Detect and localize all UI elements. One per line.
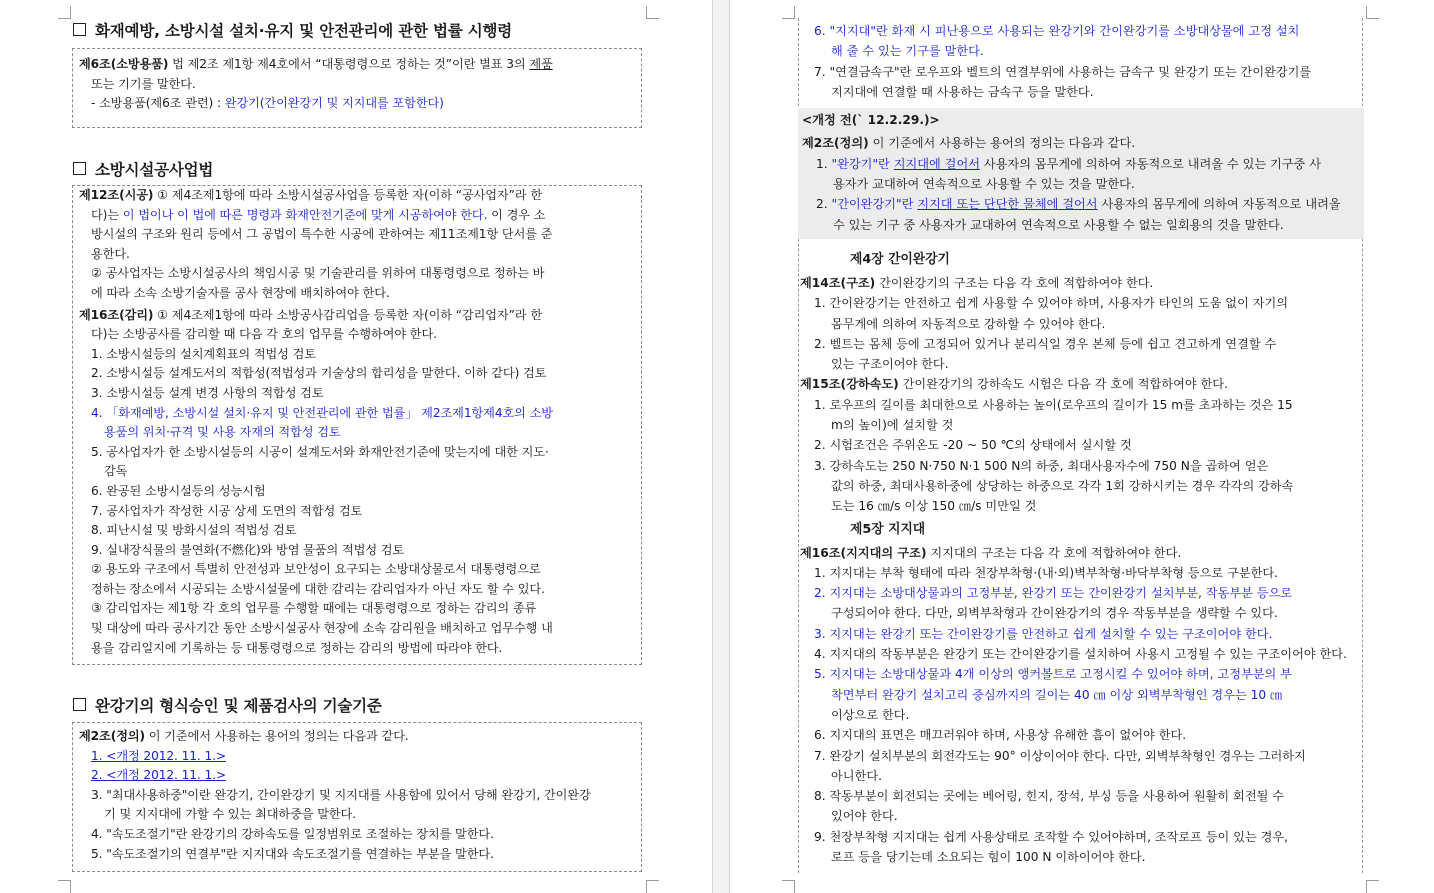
checkbox-square-icon bbox=[73, 162, 86, 175]
text-line: 1. "완강기"란 지지대에 걸어서 사용자의 몸무게에 의하여 자동적으로 내려올 수 있는 기구중 사 bbox=[816, 156, 1321, 171]
left-page bbox=[0, 0, 712, 893]
crop-mark bbox=[646, 6, 659, 19]
text-line: 2. 벨트는 몸체 등에 고정되어 있거나 분리식일 경우 본체 등에 쉽고 견고하게 연결할 수 bbox=[814, 336, 1277, 351]
article-box-fire-act bbox=[72, 48, 642, 128]
text-line: ② 용도와 구조에서 특별히 안전성과 보안성이 요구되는 소방대상물로서 대통령령으로 bbox=[91, 562, 541, 577]
text-line: 1. 간이완강기는 안전하고 쉽게 사용할 수 있어야 하며, 사용자가 타인의 도움 없이 자기의 bbox=[814, 296, 1289, 311]
text-line: 3. 소방시설등 설계 변경 사항의 적합성 검토 bbox=[91, 385, 324, 400]
text-line: 8. 작동부분이 회전되는 곳에는 베어링, 힌지, 장석, 부싱 등을 사용하여 원활히 회전될 수 bbox=[814, 789, 1285, 804]
amendment-link[interactable]: 1. <개정 2012. 11. 1.> bbox=[91, 748, 226, 763]
text-line: 용품의 위치·규격 및 사용 자재의 적합성 검토 bbox=[104, 425, 341, 440]
crop-mark bbox=[782, 6, 795, 19]
text-line: 6. 완공된 소방시설등의 성능시험 bbox=[91, 483, 266, 498]
text-line: 3. "최대사용하중"이란 완강기, 간이완강기 및 지지대를 사용함에 있어서 당해 완강기, 간이완강 bbox=[91, 787, 591, 802]
text-line: 5. 지지대는 소방대상물과 4개 이상의 앵커볼트로 고정시킬 수 있어야 하며, 고정부분의 부 bbox=[814, 667, 1292, 682]
text-line: 아니한다. bbox=[831, 768, 882, 783]
text-line: ③ 감리업자는 제1항 각 호의 업무를 수행할 때에는 대통령령으로 정하는 감리의 종류 bbox=[91, 601, 537, 616]
crop-mark bbox=[1366, 6, 1379, 19]
text-line: ② 공사업자는 소방시설공사의 책임시공 및 기술관리를 위하여 대통령령으로 정하는 바 bbox=[91, 266, 545, 281]
text-line: 3. 강하속도는 250 N·750 N·1 500 N의 하중, 최대사용자수에 750 N을 곱하여 얻은 bbox=[814, 458, 1269, 473]
amendment-link[interactable]: 2. <개정 2012. 11. 1.> bbox=[91, 768, 226, 783]
text-line: 8. 피난시설 및 방화시설의 적법성 검토 bbox=[91, 523, 297, 538]
text-line: 정하는 장소에서 시공되는 소방시설물에 대한 감리는 감리업자가 아닌 자도 할 수 있다. bbox=[91, 581, 545, 596]
text-line: 1. 지지대는 부착 형태에 따라 천장부착형·(내·외)벽부착형·바닥부착형 등으로 구분한다. bbox=[814, 565, 1279, 580]
text-line: 제2조(정의) 이 기준에서 사용하는 용어의 정의는 다음과 같다. bbox=[79, 729, 409, 743]
section-title-fire-act: 화재예방, 소방시설 설치·유지 및 안전관리에 관한 법률 시행령 bbox=[73, 19, 512, 41]
text-line: 다)는 소방공사를 감리할 때 다음 각 호의 업무를 수행하여야 한다. bbox=[91, 327, 437, 342]
text-line: 4. 지지대의 작동부분은 완강기 또는 간이완강기를 설치하여 사용시 고정될 수 있는 구조이어야 한다. bbox=[814, 647, 1347, 662]
text-line: 9. 천장부착형 지지대는 쉽게 사용상태로 조작할 수 있어야하며, 조작로프 등이 있는 경우, bbox=[814, 829, 1289, 844]
text-line: 2. 지지대는 소방대상물과의 고정부분, 완강기 또는 간이완강기 설치부분, 작동부분 등으로 bbox=[814, 586, 1293, 601]
text-line: 값의 하중, 최대사용하중에 상당하는 하중으로 각각 1회 강하시키는 경우 각각의 강하속 bbox=[831, 478, 1294, 493]
text-line: 로프 등을 당기는데 소요되는 힘이 100 N 이하이어야 한다. bbox=[831, 849, 1146, 864]
text-line: 3. 지지대는 완강기 또는 간이완강기를 안전하고 쉽게 설치할 수 있는 구조이어야 한다. bbox=[814, 626, 1273, 641]
text-line: 감독 bbox=[104, 464, 128, 479]
text-line: 5. "속도조절기의 연결부"란 지지대와 속도조절기를 연결하는 부분을 말한다. bbox=[91, 846, 494, 861]
chapter-heading: 제5장 지지대 bbox=[850, 521, 926, 537]
chapter-heading: 제4장 간이완강기 bbox=[850, 251, 950, 267]
page-gutter bbox=[712, 0, 730, 893]
text-line: 용을 감리일지에 기록하는 등 대통령령으로 정하는 감리의 방법에 따라야 한다. bbox=[91, 640, 503, 655]
right-column-content bbox=[800, 21, 1364, 867]
text-line: 6. 지지대의 표면은 매끄러워야 하며, 사용상 유해한 흠이 없어야 한다. bbox=[814, 728, 1187, 743]
text-line: 착면부터 완강기 설치고리 중심까지의 길이는 40 ㎝ 이상 외벽부착형인 경우는 10 ㎝ bbox=[831, 687, 1283, 702]
text-line: m의 높이)에 설치할 것 bbox=[831, 418, 954, 433]
checkbox-square-icon bbox=[73, 23, 86, 36]
text-line: 9. 실내장식물의 불연화(不燃化)와 방염 물품의 적법성 검토 bbox=[91, 542, 405, 557]
text-line: 방시설의 구조와 원리 등에서 그 공법이 특수한 시공에 관하여는 제11조제1항 단서를 준 bbox=[91, 227, 553, 242]
text-line: 2. 소방시설등 설계도서의 적합성(적법성과 기술상의 합리성을 말한다. 이하 같다) 검토 bbox=[91, 366, 547, 381]
text-line: <개정 전(` 12.2.29.)> bbox=[802, 113, 940, 128]
text-line: 수 있는 기구 중 사용자가 교대하여 연속적으로 사용할 수 없는 일회용의 것을 말한다. bbox=[833, 217, 1284, 232]
crop-mark bbox=[1366, 880, 1379, 893]
crop-mark bbox=[782, 880, 795, 893]
crop-mark bbox=[58, 880, 71, 893]
text-line: 2. 시험조건은 주위온도 -20 ~ 50 ℃의 상태에서 실시할 것 bbox=[814, 438, 1132, 453]
text-line: 도는 16 ㎝/s 이상 150 ㎝/s 미만일 것 bbox=[831, 499, 1037, 514]
crop-mark bbox=[646, 880, 659, 893]
text-line: 4. "속도조절기"란 완강기의 강하속도를 일정범위로 조절하는 장치를 말한다. bbox=[91, 826, 494, 841]
text-line: 7. "연결금속구"란 로우프와 벨트의 연결부위에 사용하는 금속구 및 완강기 또는 간이완강기를 bbox=[814, 64, 1312, 79]
text-line: 5. 공사업자가 한 소방시설등의 시공이 설계도서와 화재안전기준에 맞는지에 대한 지도· bbox=[91, 444, 549, 459]
text-line: 용자가 교대하여 연속적으로 사용할 수 있는 것을 말한다. bbox=[833, 177, 1135, 192]
text-line: 다)는 이 법이나 이 법에 따른 명령과 화재안전기준에 맞게 시공하여야 한다. 이 경우 소 bbox=[91, 207, 546, 222]
text-line: 제16조(감리) ① 제4조제1항에 따라 소방공사감리업을 등록한 자(이하 “감리업자”라 한 bbox=[79, 307, 542, 322]
text-line: 6. "지지대"란 화재 시 피난용으로 사용되는 완강기와 간이완강기를 소방대상물에 고정 설치 bbox=[814, 24, 1300, 38]
text-line: 제14조(구조) 간이완강기의 구조는 다음 각 호에 적합하여야 한다. bbox=[800, 275, 1154, 290]
text-line: 기 및 지지대에 가할 수 있는 최대하중을 말한다. bbox=[104, 807, 356, 822]
text-line: 7. 완강기 설치부분의 회전각도는 90° 이상이어야 한다. 다만, 외벽부착형인 경우는 그러하지 bbox=[814, 748, 1306, 763]
text-line: 4. 「화재예방, 소방시설 설치·유지 및 안전관리에 관한 법률」 제2조제1항제4호의 소방 bbox=[91, 405, 553, 420]
checkbox-square-icon bbox=[73, 698, 86, 711]
text-line: 구성되어야 한다. 다만, 외벽부착형과 간이완강기의 경우 작동부분을 생략할 수 있다. bbox=[831, 606, 1278, 621]
text-line: 제12조(시공) ① 제4조제1항에 따라 소방시설공사업을 등록한 자(이하 “공사업자”라 한 bbox=[79, 188, 542, 202]
text-line: 제15조(강하속도) 간이완강기의 강하속도 시험은 다음 각 호에 적합하여야 한다. bbox=[800, 377, 1228, 392]
text-line: 있는 구조이어야 한다. bbox=[831, 357, 949, 372]
right-page bbox=[730, 0, 1434, 893]
section-title-descender-standard: 완강기의 형식승인 및 제품검사의 기술기준 bbox=[73, 694, 382, 716]
text-line: 해 줄 수 있는 기구를 말한다. bbox=[831, 44, 984, 59]
text-line: 제2조(정의) 이 기준에서 사용하는 용어의 정의는 다음과 같다. bbox=[802, 136, 1136, 151]
article-box-descender-standard bbox=[72, 722, 642, 872]
section-title-construction-act: 소방시설공사업법 bbox=[73, 158, 213, 180]
previous-version-box bbox=[798, 108, 1364, 239]
text-line: 지지대에 연결할 때 사용하는 금속구 등을 말한다. bbox=[831, 84, 1094, 99]
text-line: 및 대상에 따라 공사기간 동안 소방시설공사 현장에 소속 감리원을 배치하고 업무수행 내 bbox=[91, 621, 553, 636]
text-line: 용한다. bbox=[91, 246, 130, 261]
text-line: 제6조(소방용품) 법 제2조 제1항 제4호에서 “대통령령으로 정하는 것”이란 별표 3의 제품 bbox=[79, 57, 553, 71]
crop-mark bbox=[58, 6, 71, 19]
text-line: 이상으로 한다. bbox=[831, 707, 910, 722]
text-line: 있어야 한다. bbox=[831, 809, 898, 824]
text-line: 1. 로우프의 길이를 최대한으로 사용하는 높이(로우프의 길이가 15 m를 초과하는 것은 15 bbox=[814, 397, 1293, 412]
text-line: 2. "간이완강기"란 지지대 또는 단단한 물체에 걸어서 사용자의 몸무게에 의하여 자동적으로 내려올 bbox=[816, 197, 1341, 212]
text-line: 1. 소방시설등의 설치계획표의 적법성 검토 bbox=[91, 346, 316, 361]
text-line: 또는 기기를 말한다. bbox=[91, 76, 196, 91]
text-line: 에 따라 소속 소방기술자를 공사 현장에 배치하여야 한다. bbox=[91, 285, 390, 300]
text-line: - 소방용품(제6조 관련) : 완강기(간이완강기 및 지지대를 포함한다) bbox=[91, 96, 444, 111]
text-line: 7. 공사업자가 작성한 시공 상세 도면의 적합성 검토 bbox=[91, 503, 363, 518]
text-line: 몸무게에 의하여 자동적으로 강하할 수 있어야 한다. bbox=[831, 316, 1106, 331]
text-line: 제16조(지지대의 구조) 지지대의 구조는 다음 각 호에 적합하여야 한다. bbox=[800, 545, 1182, 560]
article-box-construction-act bbox=[72, 185, 642, 665]
